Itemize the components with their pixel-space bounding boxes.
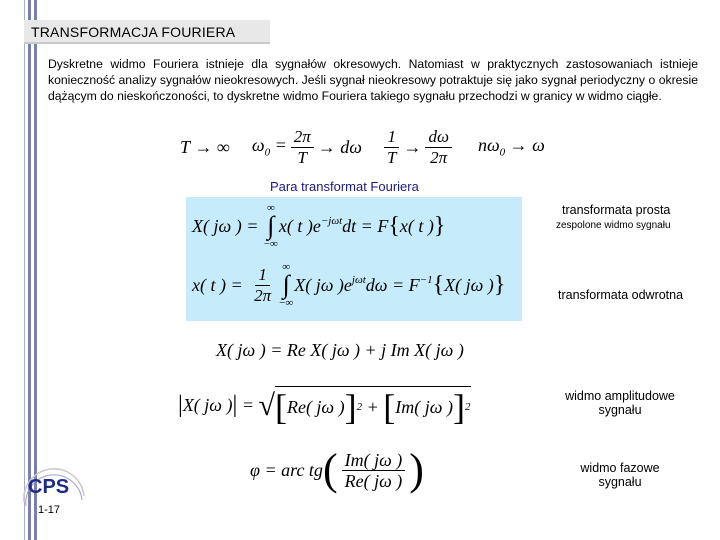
- forward-note: transformata prosta: [562, 203, 671, 217]
- forward-subnote: zespolone widmo sygnału: [556, 220, 671, 231]
- intro-paragraph: Dyskretne widmo Fouriera istnieje dla sygnałów okresowych. Natomiast w praktycznych zastosowaniach istnieje konieczność analizy sygnałów nieokresowych. Jeśli sygnał nieokresowy potraktuje się jako sygnał periodyczny o okresie dążącym do nieskończoności, to dyskretne widmo Fouriera takiego sygnału przechodzi w granicy w widmo ciągłe.: [48, 57, 698, 103]
- decorative-bar: [28, 0, 31, 540]
- forward-transform-equation: X( jω ) = ∞ ∫ −∞ x( t )$e^{-j\omega t}dt = F$ { x( t ) }: [192, 202, 446, 250]
- phase-note: widmo fazowe sygnału: [580, 461, 660, 489]
- logo-text: CPS: [28, 476, 70, 498]
- inverse-transform-equation: x( t ) = $\frac{1}{2\pi}$ ∞ ∫ −∞ X( jω )$e^{j\omega t}d\omega = F^{-1}$ { X( jω ) }: [192, 261, 506, 309]
- page-number: 1-17: [38, 504, 61, 516]
- limit-relations: T → ∞ $\omega_0$ = $\frac{2\pi}{T}$ → dω $\frac{1}{T}$ → $\frac{d\omega}{2\pi}$ $n\omega_0 \to \omega$: [180, 126, 545, 167]
- amplitude-note: widmo amplitudowe sygnału: [565, 389, 675, 417]
- phase-spectrum-equation: φ = arc tg ( $\frac{Im( j\omega )}{Re( j\omega )}$ ): [250, 445, 424, 494]
- inverse-note: transformata odwrotna: [558, 288, 684, 302]
- decorative-bar: [34, 0, 37, 540]
- cps-logo: [18, 466, 90, 524]
- amplitude-spectrum-equation: | X( jω ) | = √ [ Re( jω ) ] 2 + [ Im( jω ) ] 2: [178, 387, 471, 427]
- pair-title: Para transformat Fouriera: [270, 179, 419, 194]
- complex-decomposition-equation: X( jω ) = Re X( jω ) + j Im X( jω ): [216, 340, 464, 360]
- slide-title: TRANSFORMACJA FOURIERA: [24, 20, 270, 44]
- decorative-bar: [24, 0, 25, 540]
